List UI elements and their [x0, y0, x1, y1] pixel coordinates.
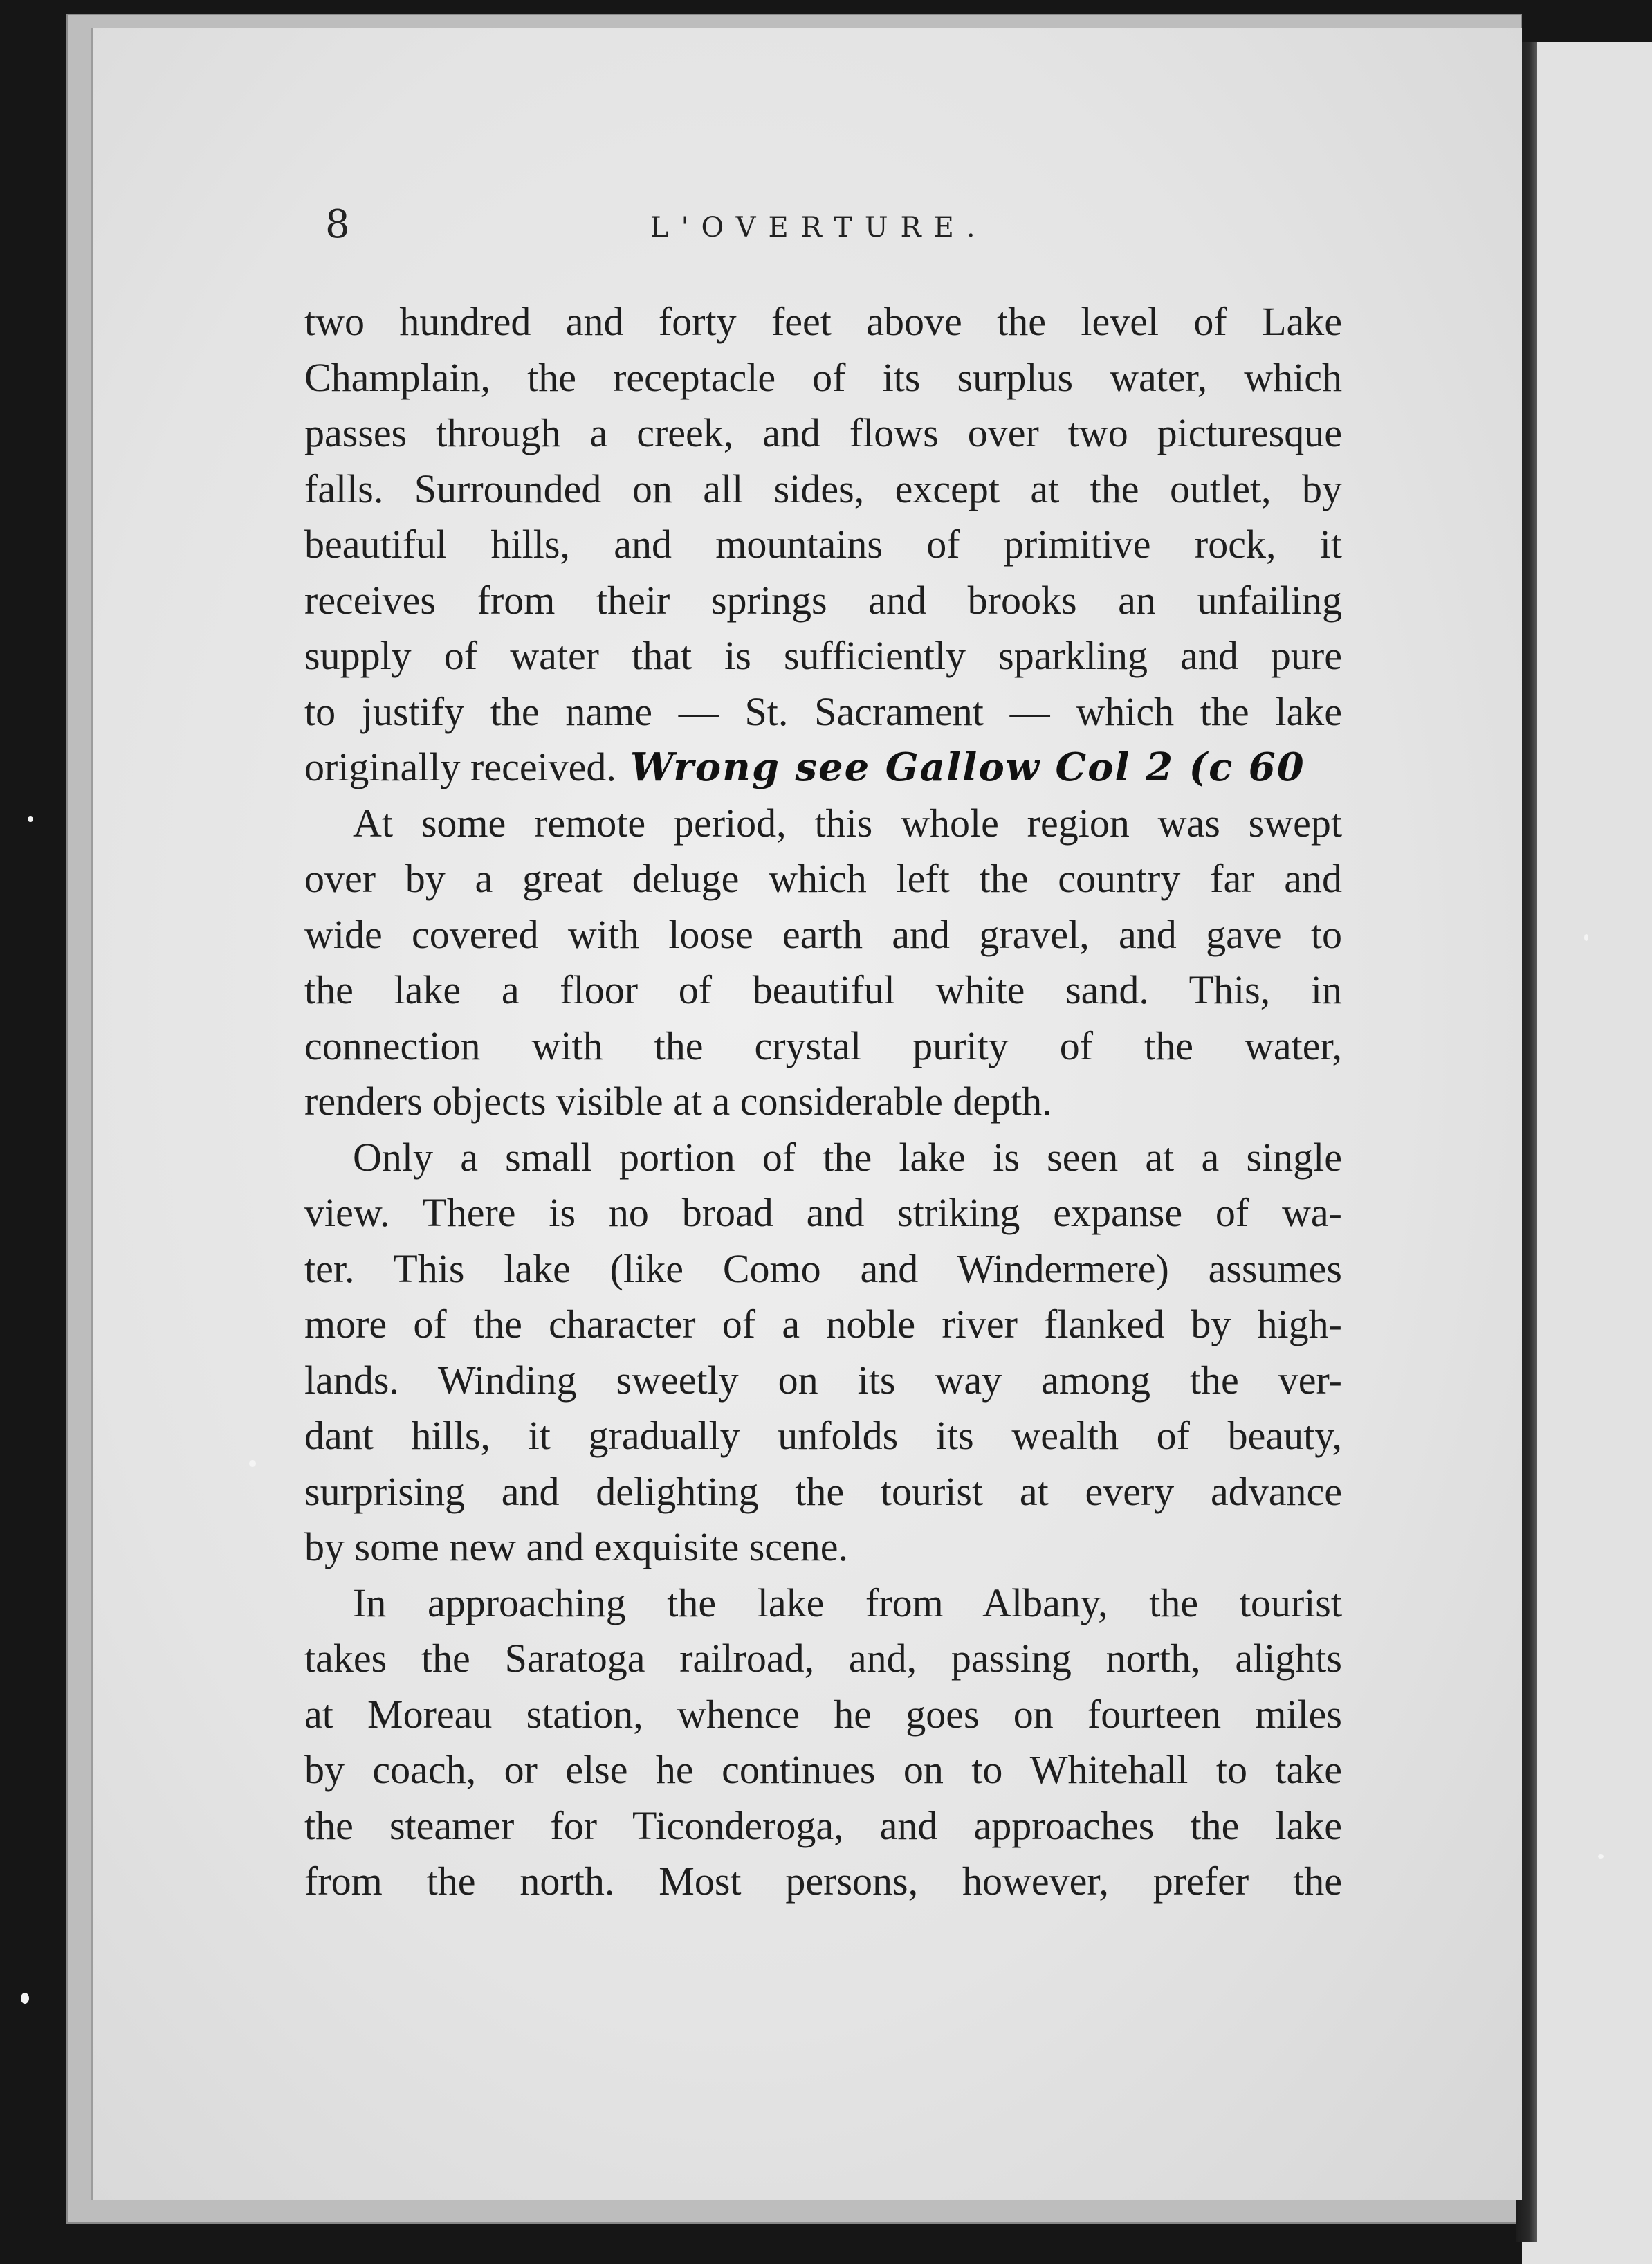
text-line: renders objects visible at a considerable depth.	[304, 1079, 1052, 1124]
text-line: Only a small portion of the lake is seen at a single	[353, 1134, 1342, 1180]
dust-speck	[21, 1993, 29, 2004]
page-number: 8	[325, 202, 350, 247]
body-text	[304, 294, 1342, 1910]
text-line: At some remote period, this whole region was swept	[353, 800, 1342, 846]
text-line: lands. Winding sweetly on its way among the ver-	[304, 1357, 1342, 1403]
text-line: the lake a floor of beautiful white sand. This, in	[304, 967, 1342, 1012]
text-line: connection with the crystal purity of the water,	[304, 1023, 1342, 1068]
text-line: over by a great deluge which left the country far and	[304, 856, 1342, 901]
text-line: to justify the name — St. Sacrament — which the lake	[304, 688, 1342, 734]
text-line: two hundred and forty feet above the level of Lake	[304, 299, 1342, 344]
text-line: the steamer for Ticonderoga, and approaches the lake	[304, 1802, 1342, 1848]
text-line: takes the Saratoga railroad, and, passing north, alights	[304, 1636, 1342, 1681]
text-line: wide covered with loose earth and gravel, and gave to	[304, 911, 1342, 957]
text-line: In approaching the lake from Albany, the tourist	[353, 1580, 1342, 1625]
text-line: passes through a creek, and flows over two picturesque	[304, 410, 1342, 455]
text-line: falls. Surrounded on all sides, except at the outlet, by	[304, 466, 1342, 511]
dust-speck	[1584, 934, 1588, 941]
dust-speck	[249, 1460, 256, 1467]
text-line: supply of water that is sufficiently sparkling and pure	[304, 633, 1342, 678]
dust-speck	[28, 816, 33, 822]
facing-page-edge	[1522, 42, 1652, 2264]
text-line: ter. This lake (like Como and Windermere) assumes	[304, 1245, 1342, 1291]
text-line: at Moreau station, whence he goes on fourteen miles	[304, 1691, 1342, 1737]
dust-speck	[1598, 1854, 1604, 1859]
running-title: L'OVERTURE.	[650, 212, 988, 244]
text-line-with-note	[304, 740, 1342, 796]
text-line: Champlain, the receptacle of its surplus water, which	[304, 354, 1342, 400]
text-line: more of the character of a noble river flanked by high-	[304, 1302, 1342, 1346]
running-head	[325, 201, 1432, 256]
text-line: originally received.	[304, 745, 616, 789]
text-line: from the north. Most persons, however, prefer the	[304, 1859, 1342, 1904]
text-line: view. There is no broad and striking expanse of wa-	[304, 1190, 1342, 1235]
text-line: dant hills, it gradually unfolds its wealth of beauty,	[304, 1413, 1342, 1458]
text-line: surprising and delighting the tourist at every advance	[304, 1468, 1342, 1514]
text-line: by some new and exquisite scene.	[304, 1524, 849, 1569]
text-line: by coach, or else he continues on to Whitehall to take	[304, 1747, 1342, 1792]
handwritten-annotation: Wrong see Gallow Col 2 (c 60	[630, 745, 1305, 790]
text-line: receives from their springs and brooks an unfailing	[304, 577, 1342, 623]
text-line: beautiful hills, and mountains of primitive rock, it	[304, 522, 1342, 567]
